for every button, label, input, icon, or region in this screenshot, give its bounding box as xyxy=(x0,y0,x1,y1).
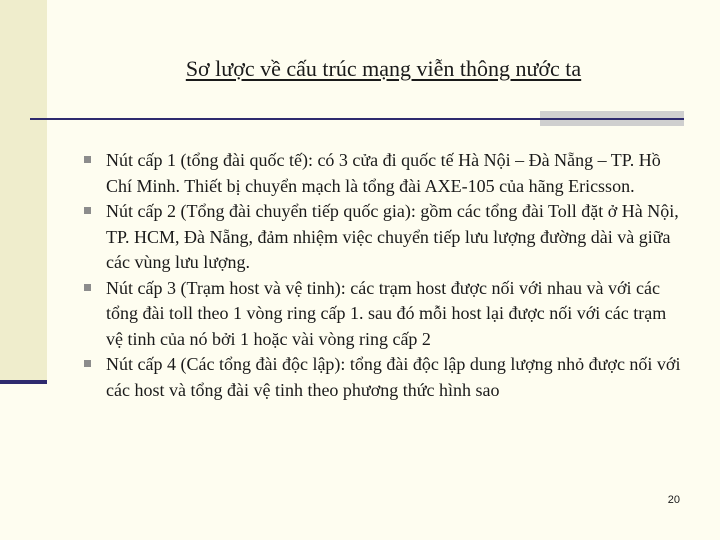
square-bullet-icon xyxy=(84,156,91,163)
bullet-list xyxy=(84,148,684,403)
list-item xyxy=(84,148,684,199)
list-item xyxy=(84,199,684,276)
title-divider xyxy=(30,118,684,120)
square-bullet-icon xyxy=(84,360,91,367)
side-decor-line xyxy=(0,380,47,384)
side-decor-band xyxy=(0,0,47,382)
bullet-text: Nút cấp 4 (Các tổng đài độc lập): tổng đài độc lập dung lượng nhỏ được nối với các host và tổng đài vệ tinh theo phương thức hình sao xyxy=(106,354,681,400)
bullet-text: Nút cấp 2 (Tổng đài chuyển tiếp quốc gia): gồm các tổng đài Toll đặt ở Hà Nội, TP. HCM, Đà Nẵng, đảm nhiệm việc chuyển tiếp lưu lượng đường dài và giữa các vùng lưu lượng. xyxy=(106,201,679,272)
list-item xyxy=(84,352,684,403)
square-bullet-icon xyxy=(84,284,91,291)
bullet-text: Nút cấp 3 (Trạm host và vệ tinh): các trạm host được nối với nhau và với các tổng đài toll theo 1 vòng ring cấp 1. sau đó mỗi host lại được nối với các trạm vệ tinh của nó bởi 1 hoặc vài vòng ring cấp 2 xyxy=(106,277,667,349)
page-number: 20 xyxy=(667,494,680,506)
list-item xyxy=(84,276,684,353)
bullet-text: Nút cấp 1 (tổng đài quốc tế): có 3 cửa đi quốc tế Hà Nội – Đà Nẵng – TP. Hồ Chí Minh. Thiết bị chuyển mạch là tổng đài AXE-105 của hãng Ericsson. xyxy=(106,150,661,196)
square-bullet-icon xyxy=(84,207,91,214)
slide-title: Sơ lược về cấu trúc mạng viễn thông nước ta xyxy=(185,56,582,81)
